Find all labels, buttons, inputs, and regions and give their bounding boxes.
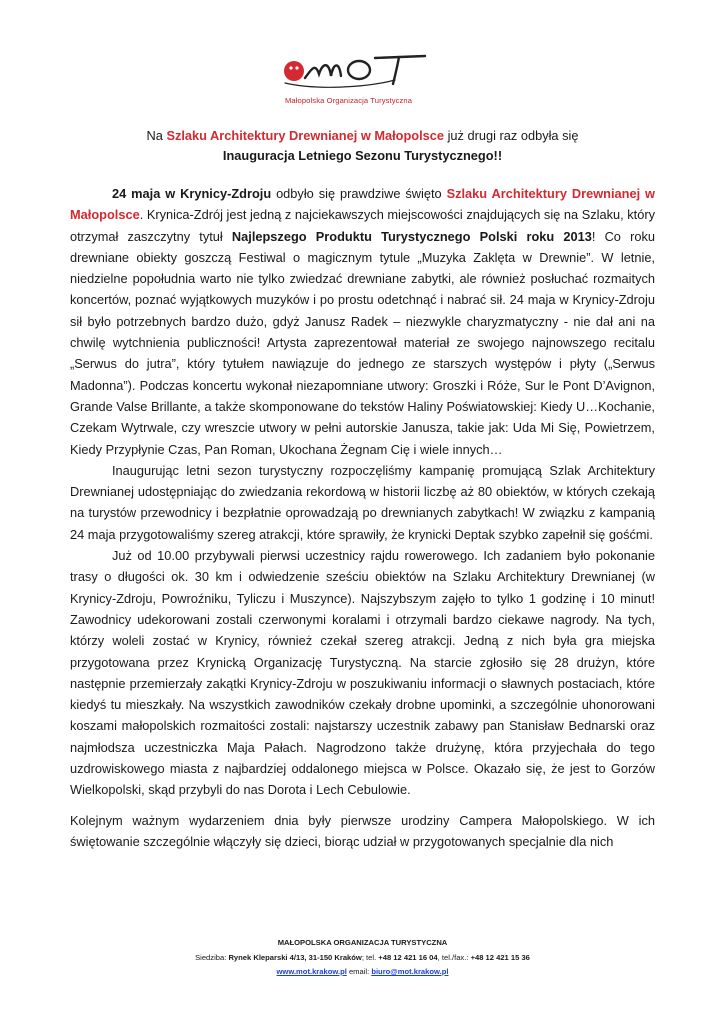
intro-line-2: Inauguracja Letniego Sezonu Turystycznego!! — [222, 147, 503, 163]
intro-header — [70, 126, 655, 165]
paragraph-3: Już od 10.00 przybywali pierwsi uczestnicy rajdu rowerowego. Ich zadaniem było pokonanie trasy o długości ok. 30 km i odwiedzenie sześciu obiektów na Szlaku Architektury Drewnianej (w Krynicy-Zdroju, Powroźniku, Tyliczu i Muszynce). Najszybszym zajęło to tylko 1 godzinę i 10 minut! Zawodnicy udekorowani zostali czerwonymi koralami i otrzymali bardzo ciekawe nagrody. Na tych, którzy woleli zostać w Krynicy, również czekał szereg atrakcji. Jedną z nich była gra miejska przygotowana przez Krynicką Organizację Turystyczną. Na starcie zgłosiło się 28 drużyn, które następnie przemierzały zakątki Krynicy-Zdroju w poszukiwaniu informacji o sławnych postaciach, które kiedyś tu mieszkały. Na wszystkich zawodników czekały drobne upominki, a szczególnie uhonorowani koszami małopolskich rozmaitości zostali: najstarszy uczestnik zabawy pan Stanisław Bednarski oraz najmłodsza uczestniczka Maja Pałach. Nagrodzono także drużynę, która przyjechała do tego uzdrowiskowego miasta z najbardziej oddalonego miejsca w Polsce. Okazało się, że jest to Gorzów Wielkopolski, skąd przybyli do nas Dorota i Lech Cebulowie. — [70, 548, 655, 798]
paragraph-2: Inaugurując letni sezon turystyczny rozpoczęliśmy kampanię promującą Szlak Architektury Drewnianej udostępniając do zwiedzania rekordową w historii liczbę aż 80 obiektów, w których czekają na turystów przewodnicy i bezpłatnie oprowadzają po drewnianych zabytkach! W związku z kampanią 24 maja przygotowaliśmy szereg atrakcji, które sprawiły, że krynicki Deptak szybko zapełnił się gośćmi. — [70, 462, 655, 542]
route-name-highlight: Szlaku Architektury Drewnianej w Małopolsce — [166, 128, 445, 143]
paragraph-1: 24 maja w Krynicy-Zdroju odbyło się prawdziwe święto Szlaku Architektury Drewnianej w Małopolsce. Krynica-Zdrój jest jedną z najciekawszych miejscowości znajdujących się na Szlaku, który otrzymał zaszczytny tytuł Najlepszego Produktu Turystycznego Polski roku 2013! Co roku drewniane obiekty goszczą Festiwal o magicznym tytule „Muzyka Zaklęta w Drewnie”. W letnie, niedzielne popołudnia warto nie tylko zwiedzać drewniane zabytki, ale również posłuchać rozmaitych koncertów, poznać wyjątkowych muzyków i po prostu odetchnąć i nabrać sił. 24 maja w Krynicy-Zdroju sił było potrzebnych bardzo dużo, gdyż Janusz Radek – niezwykle charyzmatyczny - nie dał ani na chwilę wytchnienia publiczności! Artysta zaprezentował materiał ze swojego najnowszego recitalu „Serwus do jutra”, który tytułem nawiązuje do jednego ze starszych występów i płyty („Serwus Madonna”). Podczas koncertu wykonał niezapomniane utwory: Groszki i Róże, Sur le Pont D’Avignon, Grande Valse Brillante, a także skomponowane do tekstów Haliny Poświatowskiej: Kiedy U…Kochanie, Czekam Wytrwale, czy wreszcie utwory w pełni autorskie Janusza, takie jak: Uda Mi Się, Powietrzem, Kiedy Przypłynie Czas, Pan Roman, Ukochana Żegnam Cię i wiele innych… — [70, 186, 656, 457]
mot-logo-graphic — [275, 50, 435, 94]
footer-org-name: MAŁOPOLSKA ORGANIZACJA TURYSTYCZNA — [277, 938, 448, 947]
red-ball-logo-icon — [284, 61, 304, 81]
paragraph-4: Kolejnym ważnym wydarzeniem dnia były pierwsze urodziny Campera Małopolskiego. W ich świętowanie szczególnie włączyły się dzieci, biorąc udział w przygotowanych specjalnie dla nich — [70, 812, 655, 849]
footer-contact-line: www.mot.krakow.pl email: biuro@mot.krakow.pl — [276, 967, 449, 976]
logo — [275, 50, 435, 110]
footer — [70, 936, 655, 980]
website-link[interactable]: www.mot.krakow.pl — [276, 967, 347, 976]
article-body — [70, 183, 655, 852]
intro-line-1: Na Szlaku Architektury Drewnianej w Małopolsce już drugi raz odbyła się — [146, 128, 579, 143]
footer-address-line: Siedziba: Rynek Kleparski 4/13, 31-150 Kraków; tel. +48 12 421 16 04, tel./fax.: +48 12 421 15 36 — [195, 952, 530, 962]
email-link[interactable]: biuro@mot.krakow.pl — [371, 967, 449, 976]
logo-subtitle: Małopolska Organizacja Turystyczna — [285, 96, 413, 105]
